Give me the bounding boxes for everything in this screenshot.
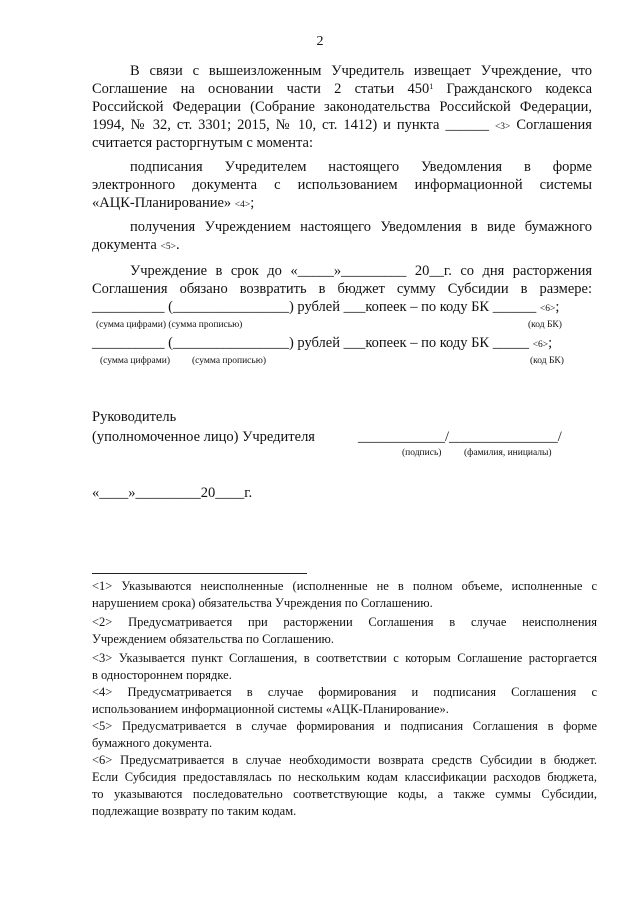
footnote-ref: <4> [234,200,251,210]
caption-name: (фамилия, инициалы) [464,448,552,458]
footnote [92,752,597,820]
signature-date: «____»_________20____г. [92,485,253,501]
footnote-line: <2> Предусматривается при расторжении Соглашения в случае неисполнения [92,615,597,629]
footnote-separator [92,573,307,574]
body-line [92,280,592,298]
body-line [92,194,592,214]
text: документа [92,237,161,253]
body-line [92,98,592,116]
footnote [92,614,597,648]
caption-code: (код БК) [528,320,562,330]
footnote-line: <4> Предусматривается в случае формирования и подписания Соглашения с [92,685,597,699]
footnote-line: использованием информационной системы «АЦК-Планирование». [92,702,449,716]
caption-signature: (подпись) [402,448,442,458]
amount-row [92,334,592,354]
footnote-line: нарушением срока) обязательства Учреждения по Соглашению. [92,596,433,610]
text: В связи с вышеизложенным Учредитель извещает Учреждение, что [130,63,592,79]
footnote-line: Учреждением обязательства по Соглашению. [92,632,334,646]
text: «АЦК-Планирование» [92,195,235,211]
text: ; [250,195,255,211]
page-number: 2 [316,34,324,49]
signature-title: Руководитель [92,409,177,425]
signature-title: (уполномоченное лицо) Учредителя [92,429,315,445]
footnote [92,684,597,718]
footnote-line: <1> Указываются неисполненные (исполненные не в полном объеме, исполненные с [92,579,597,593]
footnote-ref: <5> [160,242,176,252]
text: ; [555,299,560,315]
body-line [130,262,592,280]
footnote [92,718,597,752]
caption-code: (код БК) [530,356,564,366]
footnote [92,578,597,612]
superscript: 1 [429,82,434,91]
body-line [92,134,592,152]
footnote-line: <5> Предусматривается в случае формирования и подписания Соглашения в форме [92,719,597,733]
text: Учреждение в срок до «_____»_________ 20__г. со дня расторжения [130,263,592,279]
text: Соглашение на основании части 2 статьи 450 [92,81,430,97]
signature-lines: ____________/_______________/ [358,429,562,445]
body-line [130,62,592,80]
text: Гражданского кодекса [433,81,593,97]
text: . [175,237,180,253]
footnote-line: бумажного документа. [92,736,213,750]
amount-row [92,298,592,318]
body-line [92,176,592,194]
body-line [92,80,592,98]
footnote [92,650,597,684]
text: __________ (________________) рублей ___копеек – по коду БК _____ [92,335,533,351]
footnote-line: в одностороннем порядке. [92,668,232,682]
text: Российской Федерации (Собрание законодательства Российской Федерации, [92,99,592,115]
footnote-ref: <6> [539,304,556,314]
text: 1994, № 32, ст. 3301; 2015, № 10, ст. 1412) и пункта ______ [92,117,495,133]
body-line [130,158,592,176]
footnote-line: <6> Предусматривается в случае необходимости возврата средств Субсидии в бюджет. [92,753,597,767]
body-line [130,218,592,236]
text: __________ (________________) рублей ___копеек – по коду БК ______ [92,299,540,315]
text: электронного документа с использованием информационной системы [92,177,592,193]
body-line [92,236,592,256]
caption-sum: (сумма цифрами) (сумма прописью) [96,320,243,330]
caption-sum-words: (сумма прописью) [192,356,266,366]
footnote-ref: <3> [494,122,511,132]
footnote-line: <3> Указывается пункт Соглашения, в соответствии с которым Соглашение расторгается [92,651,597,665]
text: Соглашения [510,117,592,133]
text: считается расторгнутым с момента: [92,135,313,151]
text: Соглашения обязано возвратить в бюджет сумму Субсидии в размере: [92,281,592,297]
footnote-ref: <6> [532,340,549,350]
text: получения Учреждением настоящего Уведомления в виде бумажного [130,219,592,235]
footnote-line: то указываются последовательно соответствующие коды, а также суммы Субсидии, [92,787,597,801]
text: ; [548,335,553,351]
footnote-line: Если Субсидия предоставлялась по нескольким кодам классификации расходов бюджета, [92,770,597,784]
footnote-line: подлежащие возврату по таким кодам. [92,804,297,818]
caption-sum-digits: (сумма цифрами) [100,356,170,366]
body-line [92,116,592,136]
text: подписания Учредителем настоящего Уведомления в форме [130,159,592,175]
